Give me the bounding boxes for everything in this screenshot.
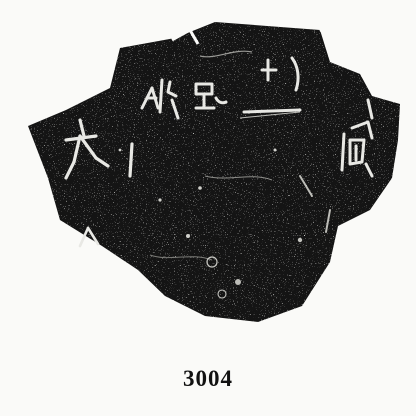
plate-number: 3004: [183, 366, 233, 391]
